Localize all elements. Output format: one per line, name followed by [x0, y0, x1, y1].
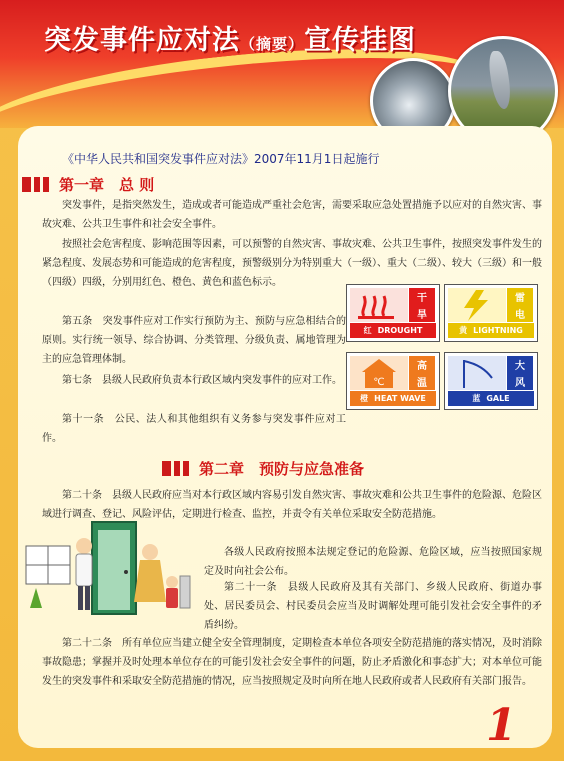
chapter2-paragraph-4: 第二十二条 所有单位应当建立健全安全管理制度，定期检查本单位各项安全防范措施的落实情况，及时消除事故隐患；掌握并及时处理本单位存在的可能引发社会安全事件的问题，防止矛盾激化和事态扩大；对本单位可能发生的突发事件和采取安全防范措施的情况，应当按照规定及时向所在地人民政府或者人民政府有关部门报告。: [42, 638, 542, 687]
warning-sign-lightning: [444, 284, 538, 342]
svg-text:℃: ℃: [373, 377, 385, 388]
gale-code-row: 蓝 GALE: [448, 391, 534, 406]
gale-name-cn: 大 风: [507, 356, 533, 390]
chapter1-paragraph-1: 突发事件，是指突然发生，造成或者可能造成严重社会危害，需要采取应急处置措施予以应对的自然灾害、事故灾难、公共卫生事件和社会安全事件。: [42, 200, 542, 230]
drought-name-cn: 干 旱: [409, 288, 435, 322]
chapter1-paragraph-3: 第五条 突发事件应对工作实行预防为主、预防与应急相结合的原则。实行统一领导、综合协调、分类管理、分级负责、属地管理为主的应急管理体制。: [42, 316, 346, 365]
heat-code-row: 橙 HEAT WAVE: [350, 391, 436, 406]
heat-name-cn: 高 温: [409, 356, 435, 390]
title-paren: （摘要）: [240, 35, 305, 53]
lightning-name-cn: 雷 电: [507, 288, 533, 322]
page-number: 1: [486, 700, 517, 751]
heading-bars-icon: [162, 461, 189, 476]
chapter2-paragraph-2: 各级人民政府按照本法规定登记的危险源、危险区域，应当按照国家规定及时向社会公布。: [204, 547, 542, 577]
chapter2-heading: [162, 458, 364, 479]
chapter2-paragraph-1: 第二十条 县级人民政府应当对本行政区域内容易引发自然灾害、事故灾难和公共卫生事件的危险源、危险区域进行调查、登记、风险评估，定期进行检查、监控，并责令有关单位采取安全防范措施。: [42, 490, 542, 520]
warning-signs-grid: [342, 280, 542, 416]
warning-sign-gale: [444, 352, 538, 410]
drought-icon: [350, 288, 408, 322]
thermometer-icon: [350, 356, 408, 390]
drought-code-row: 红 DROUGHT: [350, 323, 436, 338]
header-banner: [0, 0, 564, 128]
lightning-icon: [448, 288, 506, 322]
chapter2-paragraph-3: 第二十一条 县级人民政府及其有关部门、乡级人民政府、街道办事处、居民委员会、村民委员会应当及时调解处理可能引发社会安全事件的矛盾纠纷。: [204, 582, 542, 631]
family-illustration: [22, 516, 198, 620]
title-tail: 宣传挂图: [304, 25, 417, 56]
chapter2-title: 第二章 预防与应急准备: [199, 460, 365, 478]
chapter1-paragraph-5: 第十一条 公民、法人和其他组织有义务参与突发事件应对工作。: [42, 414, 346, 444]
chapter1-title: 第一章 总 则: [59, 176, 155, 194]
chapter1-paragraph-4: 第七条 县级人民政府负责本行政区域内突发事件的应对工作。: [62, 375, 342, 386]
warning-sign-heat-wave: [346, 352, 440, 410]
wind-flag-icon: [448, 356, 506, 390]
warning-sign-drought: [346, 284, 440, 342]
heading-bars-icon: [22, 177, 49, 192]
lightning-code-row: 黄 LIGHTNING: [448, 323, 534, 338]
chapter1-paragraph-2: 按照社会危害程度、影响范围等因素，可以预警的自然灾害、事故灾难、公共卫生事件，按照突发事件发生的紧急程度、发展态势和可能造成的危害程度，预警级别分为特别重大（一级）、重大（二级）、较大（三级）和一般（四级）四级，分别用红色、橙色、黄色和蓝色标示。: [42, 239, 542, 288]
chapter1-heading: [22, 174, 154, 195]
title-main: 突发事件应对法: [44, 25, 240, 56]
poster-title: [44, 18, 416, 57]
law-subtitle: 《中华人民共和国突发事件应对法》2007年11月1日起施行: [62, 152, 380, 166]
